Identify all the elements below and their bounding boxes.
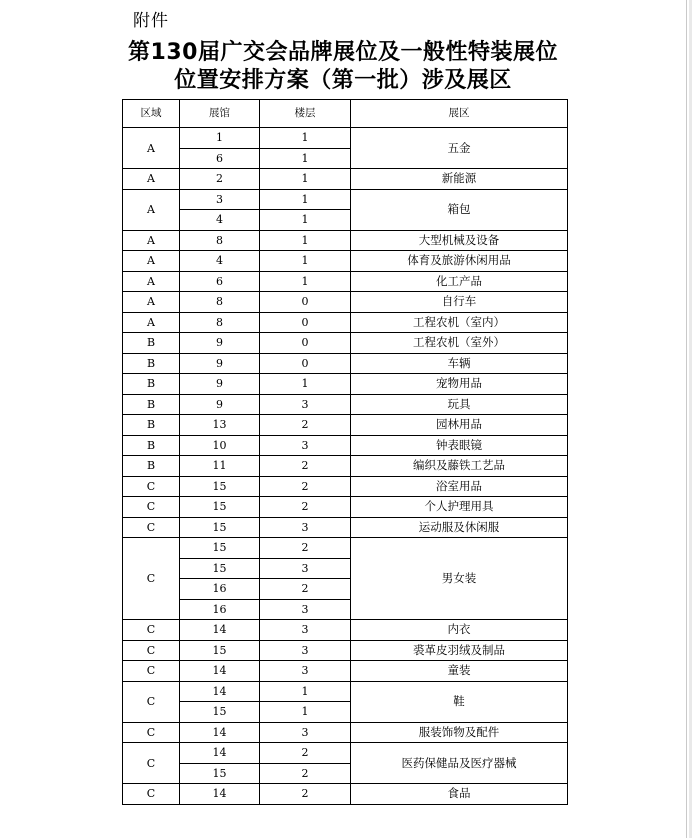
floor-cell: 2 <box>260 497 351 518</box>
exhibit-area-cell: 服装饰物及配件 <box>351 722 568 743</box>
hall-cell: 11 <box>180 456 260 477</box>
floor-cell: 3 <box>260 394 351 415</box>
region-cell: C <box>123 620 180 641</box>
column-header-region: 区域 <box>123 100 180 128</box>
table-row <box>123 128 568 149</box>
hall-cell: 14 <box>180 661 260 682</box>
exhibit-area-cell: 内衣 <box>351 620 568 641</box>
floor-cell: 0 <box>260 312 351 333</box>
table-row <box>123 784 568 805</box>
hall-cell: 2 <box>180 169 260 190</box>
region-cell: C <box>123 661 180 682</box>
floor-cell: 1 <box>260 702 351 723</box>
hall-cell: 15 <box>180 558 260 579</box>
floor-cell: 0 <box>260 333 351 354</box>
exhibit-area-cell: 车辆 <box>351 353 568 374</box>
hall-cell: 4 <box>180 210 260 231</box>
floor-cell: 1 <box>260 681 351 702</box>
exhibit-area-cell: 园林用品 <box>351 415 568 436</box>
exhibit-area-cell: 童装 <box>351 661 568 682</box>
region-cell: C <box>123 722 180 743</box>
table-row <box>123 251 568 272</box>
hall-cell: 15 <box>180 702 260 723</box>
exhibit-area-cell: 个人护理用具 <box>351 497 568 518</box>
hall-cell: 16 <box>180 579 260 600</box>
exhibit-area-cell: 体育及旅游休闲用品 <box>351 251 568 272</box>
column-header-floor: 楼层 <box>260 100 351 128</box>
table-row <box>123 538 568 559</box>
exhibit-area-cell: 五金 <box>351 128 568 169</box>
floor-cell: 0 <box>260 292 351 313</box>
table-header-row <box>123 100 568 128</box>
table-row <box>123 517 568 538</box>
floor-cell: 2 <box>260 476 351 497</box>
hall-cell: 9 <box>180 353 260 374</box>
hall-cell: 9 <box>180 374 260 395</box>
exhibit-area-cell: 箱包 <box>351 189 568 230</box>
hall-cell: 3 <box>180 189 260 210</box>
exhibit-area-cell: 玩具 <box>351 394 568 415</box>
hall-cell: 9 <box>180 394 260 415</box>
floor-cell: 2 <box>260 784 351 805</box>
exhibit-area-cell: 编织及藤铁工艺品 <box>351 456 568 477</box>
region-cell: A <box>123 189 180 230</box>
hall-cell: 8 <box>180 230 260 251</box>
floor-cell: 3 <box>260 640 351 661</box>
column-header-hall: 展馆 <box>180 100 260 128</box>
hall-cell: 14 <box>180 681 260 702</box>
hall-cell: 15 <box>180 640 260 661</box>
hall-cell: 15 <box>180 497 260 518</box>
exhibit-area-cell: 新能源 <box>351 169 568 190</box>
region-cell: A <box>123 230 180 251</box>
hall-cell: 15 <box>180 538 260 559</box>
region-cell: A <box>123 251 180 272</box>
table-row <box>123 743 568 764</box>
document-title-line-1: 第130届广交会品牌展位及一般性特装展位 <box>128 40 558 65</box>
floor-cell: 2 <box>260 579 351 600</box>
exhibition-area-table <box>122 99 568 805</box>
hall-cell: 4 <box>180 251 260 272</box>
hall-cell: 14 <box>180 722 260 743</box>
region-cell: B <box>123 333 180 354</box>
region-cell: C <box>123 476 180 497</box>
table-row <box>123 661 568 682</box>
floor-cell: 3 <box>260 599 351 620</box>
exhibit-area-cell: 工程农机（室内） <box>351 312 568 333</box>
region-cell: A <box>123 271 180 292</box>
table-row <box>123 333 568 354</box>
table-body <box>123 128 568 805</box>
exhibit-area-cell: 男女装 <box>351 538 568 620</box>
region-cell: C <box>123 517 180 538</box>
table-row <box>123 271 568 292</box>
hall-cell: 9 <box>180 333 260 354</box>
region-cell: A <box>123 312 180 333</box>
region-cell: C <box>123 743 180 784</box>
hall-cell: 16 <box>180 599 260 620</box>
hall-cell: 8 <box>180 292 260 313</box>
floor-cell: 1 <box>260 251 351 272</box>
table-row <box>123 189 568 210</box>
exhibit-area-cell: 宠物用品 <box>351 374 568 395</box>
table-row <box>123 640 568 661</box>
floor-cell: 1 <box>260 210 351 231</box>
region-cell: C <box>123 681 180 722</box>
region-cell: C <box>123 538 180 620</box>
floor-cell: 1 <box>260 128 351 149</box>
hall-cell: 15 <box>180 517 260 538</box>
table-row <box>123 435 568 456</box>
table-row <box>123 374 568 395</box>
exhibit-area-cell: 钟表眼镜 <box>351 435 568 456</box>
exhibit-area-cell: 医药保健品及医疗器械 <box>351 743 568 784</box>
floor-cell: 1 <box>260 148 351 169</box>
floor-cell: 1 <box>260 169 351 190</box>
table-row <box>123 312 568 333</box>
floor-cell: 1 <box>260 271 351 292</box>
document-title-line-2: 位置安排方案（第一批）涉及展区 <box>174 68 512 93</box>
region-cell: B <box>123 353 180 374</box>
exhibit-area-cell: 浴室用品 <box>351 476 568 497</box>
hall-cell: 13 <box>180 415 260 436</box>
floor-cell: 3 <box>260 620 351 641</box>
hall-cell: 14 <box>180 743 260 764</box>
exhibit-area-cell: 化工产品 <box>351 271 568 292</box>
floor-cell: 2 <box>260 456 351 477</box>
region-cell: A <box>123 128 180 169</box>
table-row <box>123 292 568 313</box>
hall-cell: 6 <box>180 148 260 169</box>
floor-cell: 3 <box>260 435 351 456</box>
hall-cell: 8 <box>180 312 260 333</box>
floor-cell: 3 <box>260 558 351 579</box>
exhibit-area-cell: 工程农机（室外） <box>351 333 568 354</box>
floor-cell: 0 <box>260 353 351 374</box>
table-row <box>123 497 568 518</box>
table-row <box>123 353 568 374</box>
exhibit-area-cell: 鞋 <box>351 681 568 722</box>
hall-cell: 6 <box>180 271 260 292</box>
hall-cell: 10 <box>180 435 260 456</box>
floor-cell: 2 <box>260 743 351 764</box>
table-row <box>123 415 568 436</box>
table-row <box>123 394 568 415</box>
table-row <box>123 230 568 251</box>
hall-cell: 15 <box>180 763 260 784</box>
table-row <box>123 722 568 743</box>
region-cell: C <box>123 784 180 805</box>
region-cell: B <box>123 456 180 477</box>
exhibit-area-cell: 裘革皮羽绒及制品 <box>351 640 568 661</box>
floor-cell: 3 <box>260 517 351 538</box>
table-row <box>123 169 568 190</box>
floor-cell: 3 <box>260 722 351 743</box>
region-cell: B <box>123 374 180 395</box>
hall-cell: 14 <box>180 620 260 641</box>
table-row <box>123 456 568 477</box>
hall-cell: 14 <box>180 784 260 805</box>
region-cell: B <box>123 435 180 456</box>
hall-cell: 1 <box>180 128 260 149</box>
region-cell: C <box>123 640 180 661</box>
region-cell: A <box>123 292 180 313</box>
column-header-exhibit: 展区 <box>351 100 568 128</box>
floor-cell: 1 <box>260 230 351 251</box>
attachment-label: 附件 <box>133 11 169 31</box>
exhibit-area-cell: 大型机械及设备 <box>351 230 568 251</box>
floor-cell: 2 <box>260 763 351 784</box>
region-cell: A <box>123 169 180 190</box>
page-edge-shadow <box>686 0 687 838</box>
floor-cell: 2 <box>260 538 351 559</box>
region-cell: C <box>123 497 180 518</box>
floor-cell: 1 <box>260 189 351 210</box>
exhibit-area-cell: 运动服及休闲服 <box>351 517 568 538</box>
region-cell: B <box>123 394 180 415</box>
region-cell: B <box>123 415 180 436</box>
exhibit-area-cell: 自行车 <box>351 292 568 313</box>
floor-cell: 2 <box>260 415 351 436</box>
exhibit-area-cell: 食品 <box>351 784 568 805</box>
floor-cell: 3 <box>260 661 351 682</box>
table-row <box>123 620 568 641</box>
table-row <box>123 681 568 702</box>
table-row <box>123 476 568 497</box>
floor-cell: 1 <box>260 374 351 395</box>
hall-cell: 15 <box>180 476 260 497</box>
